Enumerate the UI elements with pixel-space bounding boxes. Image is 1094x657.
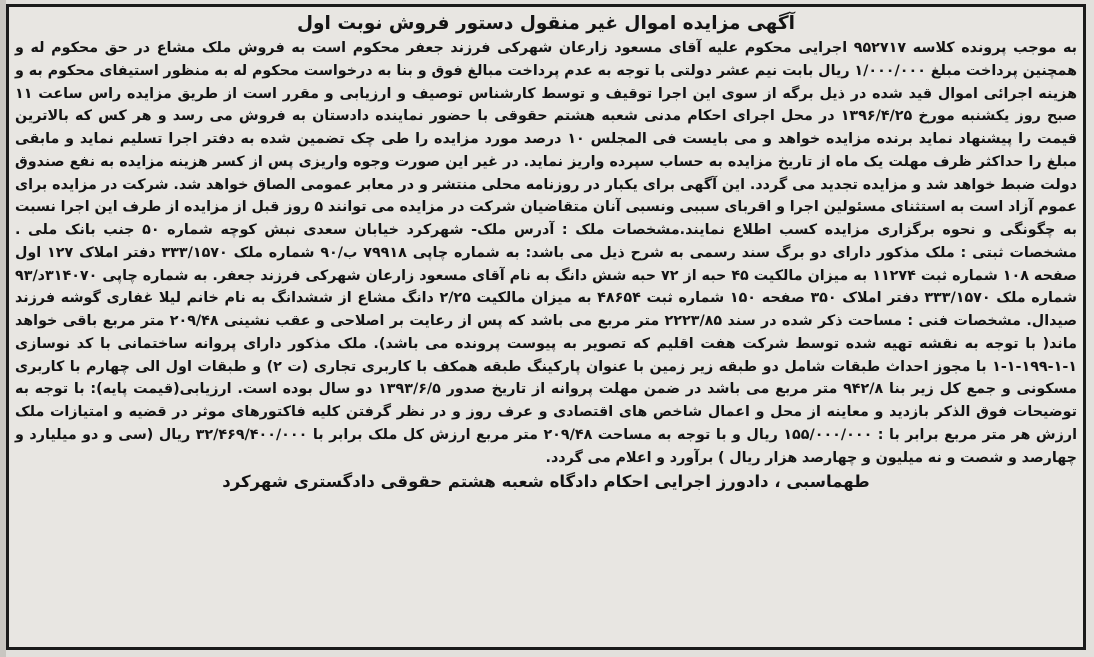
notice-signature: طهماسبی ، دادورز اجرایی احکام دادگاه شعبه هشتم حقوقی دادگستری شهرکرد [222,472,870,492]
newspaper-notice [6,4,1086,650]
notice-title: آگهی مزایده اموال غیر منقول دستور فروش نوبت اول [297,13,795,34]
notice-body: به موجب پرونده کلاسه ۹۵۲۷۱۷ اجرایی محکوم علیه آقای مسعود زارعان شهرکی فرزند جعفر محکوم است به فروش ملک مشاع در حق محکوم له و همچنین پرداخت مبلغ ۱/۰۰۰/۰۰۰ ریال بابت نیم عشر دولتی با توجه به عدم پرداخت مبالغ فوق و بنا به درخواست محکوم له به منظور استیفای محکوم به و هزینه اجرائی اموال قید شده در ذیل برگه از سوی این اجرا توقیف و توسط کارشناس توصیف و ارزیابی و مقرر است از طریق مزایده راس ساعت ۱۱ صبح روز یکشنبه مورخ ۱۳۹۶/۴/۲۵ در محل اجرای احکام مدنی شعبه هشتم حقوقی با حضور نماینده دادستان به فروش می رسد و هر کس که بالاترین قیمت را پیشنهاد نماید برنده مزایده خواهد و می بایست فی المجلس ۱۰ درصد مورد مزایده را طی چک تضمین شده به دفتر اجرا تسلیم نماید و مابقی مبلغ را حداکثر ظرف مهلت یک ماه از تاریخ مزایده به حساب سپرده واریز نماید. در غیر این صورت وجوه واریزی پس از کسر هزینه مزایده به نفع صندوق دولت ضبط خواهد شد و مزایده تجدید می گردد. این آگهی برای یکبار در روزنامه محلی منتشر و در معابر عمومی الصاق خواهد شد. شرکت در مزایده برای عموم آزاد است به استثنای مسئولین اجرا و اقربای سببی ونسبی آنان متقاضیان شرکت در مزایده می توانند ۵ روز قبل از مزایده از طرف این اجرا نسبت به چگونگی و نحوه برگزاری مزایده کسب اطلاع نمایند.مشخصات ملک : آدرس ملک- شهرکرد خیابان سعدی نبش کوچه شماره ۵۰ جنب بانک ملی . مشخصات ثبتی : ملک مذکور دارای دو برگ سند رسمی به شرح ذیل می باشد: به شماره چاپی ۷۹۹۱۸ ب/۹۰ شماره ملک ۳۳۳/۱۵۷۰ دفتر املاک ۱۲۷ اول صفحه ۱۰۸ شماره ثبت ۱۱۲۷۴ به میزان مالکیت ۴۵ حبه از ۷۲ حبه شش دانگ به نام آقای مسعود زارعان شهرکی فرزند جعفر. به شماره چاپی ۳۱۴۰۷۰د/۹۳ شماره ملک ۳۳۳/۱۵۷۰ دفتر املاک ۳۵۰ صفحه ۱۵۰ شماره ثبت ۴۸۶۵۴ به میزان مالکیت ۲/۲۵ دانگ مشاع از ششدانگ به نام خانم لیلا غفاری گوشه فرزند صیدال. مشخصات فنی : مساحت ذکر شده در سند ۲۲۲۳/۸۵ متر مربع می باشد که پس از رعایت بر اصلاحی و عقب نشینی ۲۰۹/۴۸ متر مربع باقی خواهد ماند( با توجه به نقشه تهیه شده توسط شرکت هفت اقلیم که تصویر به پیوست پرونده می باشد). ملک مذکور دارای پروانه ساختمانی با کد نوسازی ۱-۱-۱۹۹-۱-۱ با مجوز احداث طبقات شامل دو طبقه زیر زمین با عنوان پارکینگ طبقه همکف با کاربری تجاری (ت ۲) و طبقات اول الی چهارم با کاربری مسکونی و جمع کل زیر بنا ۹۴۲/۸ متر مربع می باشد در ضمن مهلت پروانه از تاریخ صدور ۱۳۹۳/۶/۵ دو سال بوده است. ارزیابی(قیمت پایه): با توجه به توضیحات فوق الذکر بازدید و معاینه از محل و اعمال شاخص های اقتصادی و عرف روز و در نظر گرفتن کلیه فاکتورهای موثر در قضیه و امتیازات ملک ارزش هر متر مربع برابر با : ۱۵۵/۰۰۰/۰۰۰ ریال و با توجه به مساحت ۲۰۹/۴۸ متر مربع ارزش کل ملک برابر با ۳۲/۴۶۹/۴۰۰/۰۰۰ ریال (سی و دو میلیارد و چهارصد و شصت و نه میلیون و چهارصد هزار ریال ) برآورد و اعلام می گردد. [15,40,1078,466]
